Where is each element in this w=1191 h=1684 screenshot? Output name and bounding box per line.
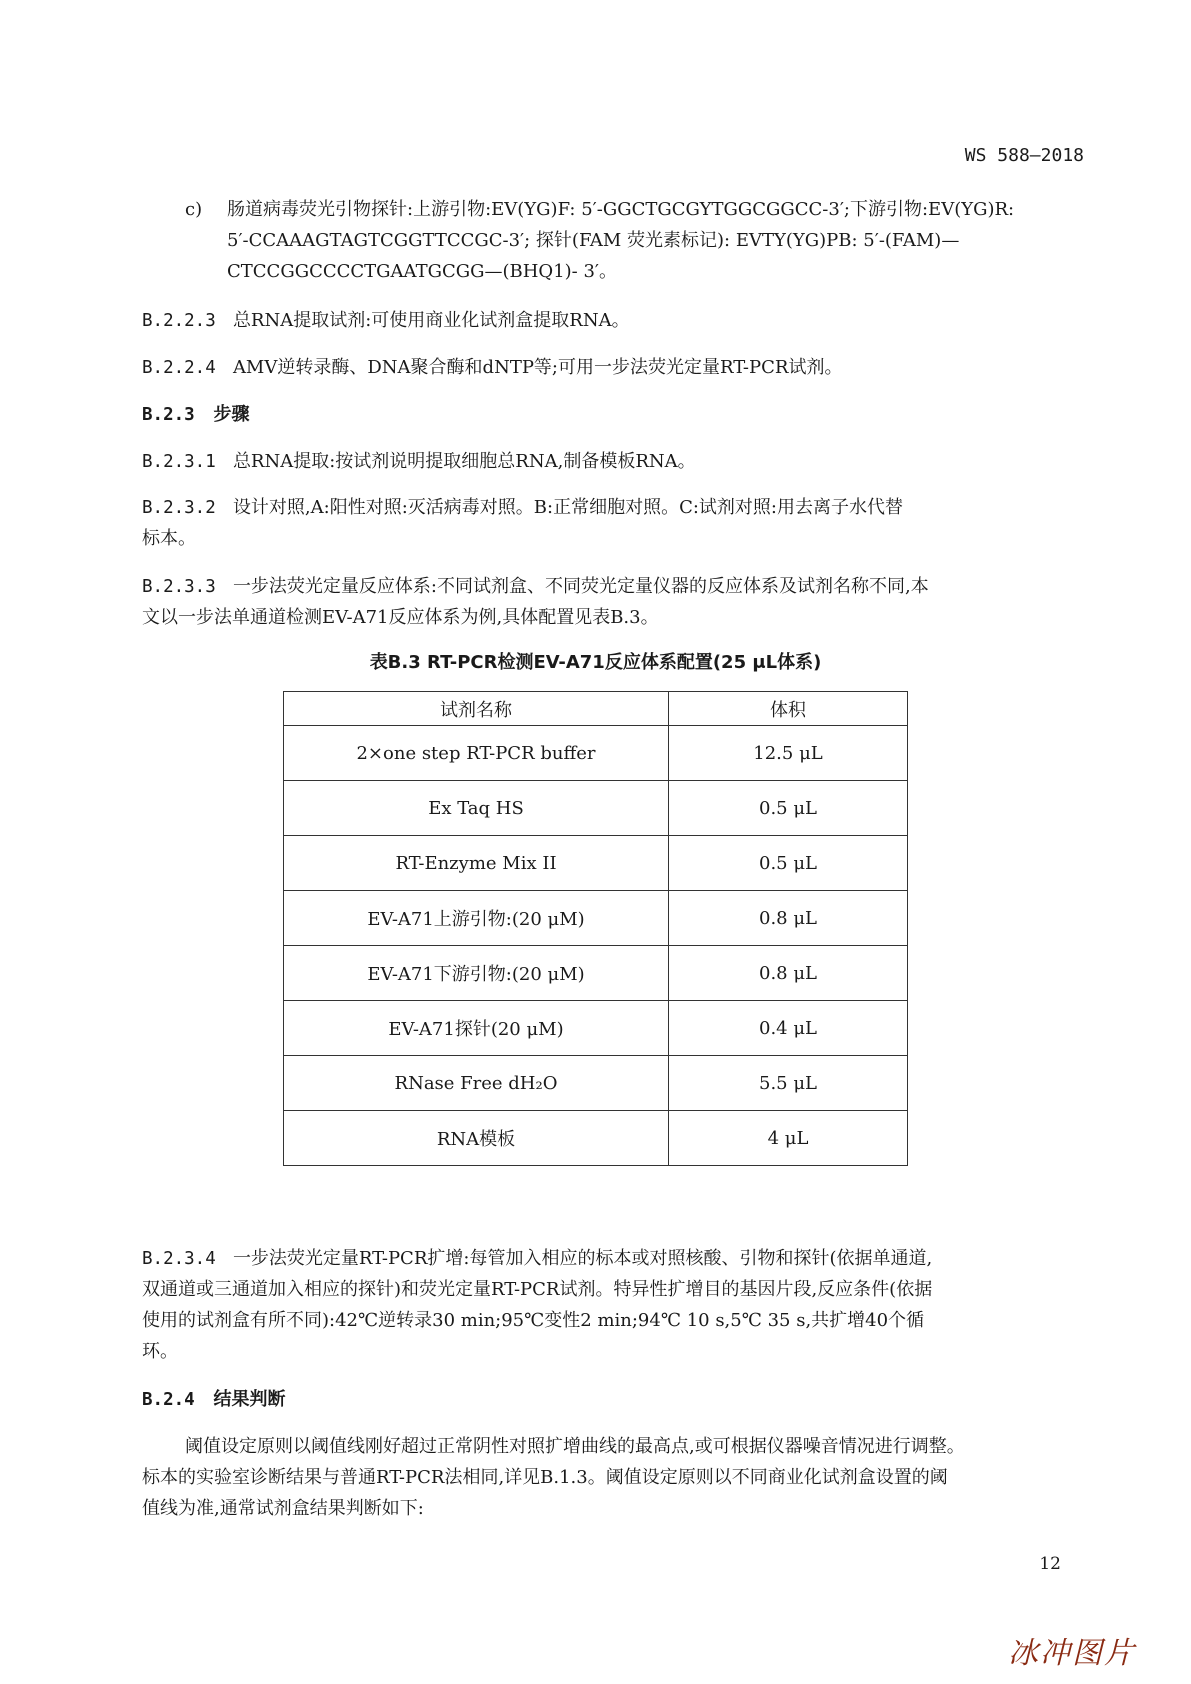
section-title: 结果判断 (213, 1389, 286, 1410)
section-b232 (142, 492, 903, 524)
table-row (284, 726, 908, 781)
column-header-volume: 体积 (669, 692, 908, 726)
reagent-cell: RNA模板 (284, 1111, 669, 1166)
section-b234-line-4: 环。 (142, 1341, 178, 1362)
section-b231 (142, 446, 696, 478)
volume-cell: 4 μL (669, 1111, 908, 1166)
column-header-reagent: 试剂名称 (284, 692, 669, 726)
section-number: B.2.4 (142, 1390, 195, 1410)
reagent-cell: EV-A71探针(20 μM) (284, 1001, 669, 1056)
item-c-line-1: 肠道病毒荧光引物探针:上游引物:EV(YG)F: 5′-GGCTGCGYTGGCGGCC-3′;下游引物:EV(YG)R: (227, 199, 1015, 220)
section-text: AMV逆转录酶、DNA聚合酶和dNTP等;可用一步法荧光定量RT-PCR试剂。 (232, 357, 843, 378)
section-number: B.2.3.3 (142, 577, 216, 597)
watermark: 冰冲图片 (1008, 1636, 1136, 1671)
section-b223 (142, 305, 630, 337)
section-b23-heading (142, 399, 250, 431)
section-text: 总RNA提取试剂:可使用商业化试剂盒提取RNA。 (232, 310, 630, 331)
section-b233 (142, 571, 929, 603)
reagent-cell: Ex Taq HS (284, 781, 669, 836)
volume-cell: 0.5 μL (669, 781, 908, 836)
item-c-line-2: 5′-CCAAAGTAGTCGGTTCCGC-3′; 探针(FAM 荧光素标记): EVTY(YG)PB: 5′-(FAM)— (227, 230, 960, 251)
reaction-table (283, 691, 908, 1166)
section-number: B.2.3.2 (142, 498, 216, 518)
section-text: 一步法荧光定量反应体系:不同试剂盒、不同荧光定量仪器的反应体系及试剂名称不同,本 (232, 576, 929, 597)
section-text: 一步法荧光定量RT-PCR扩增:每管加入相应的标本或对照核酸、引物和探针(依据单通道, (232, 1248, 933, 1269)
reagent-cell: RT-Enzyme Mix II (284, 836, 669, 891)
paragraph-line-3: 值线为准,通常试剂盒结果判断如下: (142, 1498, 424, 1519)
reagent-cell: EV-A71下游引物:(20 μM) (284, 946, 669, 1001)
section-number: B.2.3.4 (142, 1249, 216, 1269)
section-b234-line-3: 使用的试剂盒有所不同):42℃逆转录30 min;95℃变性2 min;94℃ 10 s,5℃ 35 s,共扩增40个循 (142, 1310, 925, 1331)
section-number: B.2.3.1 (142, 452, 216, 472)
section-text: 总RNA提取:按试剂说明提取细胞总RNA,制备模板RNA。 (232, 451, 696, 472)
volume-cell: 5.5 μL (669, 1056, 908, 1111)
section-b224 (142, 352, 842, 384)
volume-cell: 0.8 μL (669, 891, 908, 946)
table-row (284, 836, 908, 891)
section-b234-line-2: 双通道或三通道加入相应的探针)和荧光定量RT-PCR试剂。特异性扩增目的基因片段,反应条件(依据 (142, 1279, 933, 1300)
table-row (284, 1111, 908, 1166)
section-text: 设计对照,A:阳性对照:灭活病毒对照。B:正常细胞对照。C:试剂对照:用去离子水代替 (232, 497, 903, 518)
item-c-label: c) (185, 199, 203, 220)
section-number: B.2.2.4 (142, 358, 216, 378)
volume-cell: 12.5 μL (669, 726, 908, 781)
table-row (284, 781, 908, 836)
section-number: B.2.2.3 (142, 311, 216, 331)
volume-cell: 0.8 μL (669, 946, 908, 1001)
reagent-cell: EV-A71上游引物:(20 μM) (284, 891, 669, 946)
paragraph-line-2: 标本的实验室诊断结果与普通RT-PCR法相同,详见B.1.3。阈值设定原则以不同商业化试剂盒设置的阈 (142, 1467, 948, 1488)
table-caption: 表B.3 RT-PCR检测EV-A71反应体系配置(25 μL体系) (369, 652, 822, 673)
table-row (284, 946, 908, 1001)
table-row (284, 1001, 908, 1056)
section-b233-line-2: 文以一步法单通道检测EV-A71反应体系为例,具体配置见表B.3。 (142, 607, 659, 628)
page-number: 12 (1039, 1554, 1061, 1574)
item-c-line-3: CTCCGGCCCCTGAATGCGG—(BHQ1)- 3′。 (227, 261, 618, 282)
reagent-cell: RNase Free dH₂O (284, 1056, 669, 1111)
section-b234 (142, 1243, 932, 1275)
section-b24-heading (142, 1384, 286, 1416)
table-row (284, 1056, 908, 1111)
volume-cell: 0.5 μL (669, 836, 908, 891)
document-code: WS 588—2018 (964, 145, 1084, 166)
section-number: B.2.3 (142, 405, 195, 425)
volume-cell: 0.4 μL (669, 1001, 908, 1056)
paragraph-line-1: 阈值设定原则以阈值线刚好超过正常阴性对照扩增曲线的最高点,或可根据仪器噪音情况进行调整。 (185, 1436, 965, 1457)
section-title: 步骤 (213, 404, 250, 425)
table-header-row (284, 692, 908, 726)
table-row (284, 891, 908, 946)
section-b232-line-2: 标本。 (142, 528, 196, 549)
reagent-cell: 2×one step RT-PCR buffer (284, 726, 669, 781)
